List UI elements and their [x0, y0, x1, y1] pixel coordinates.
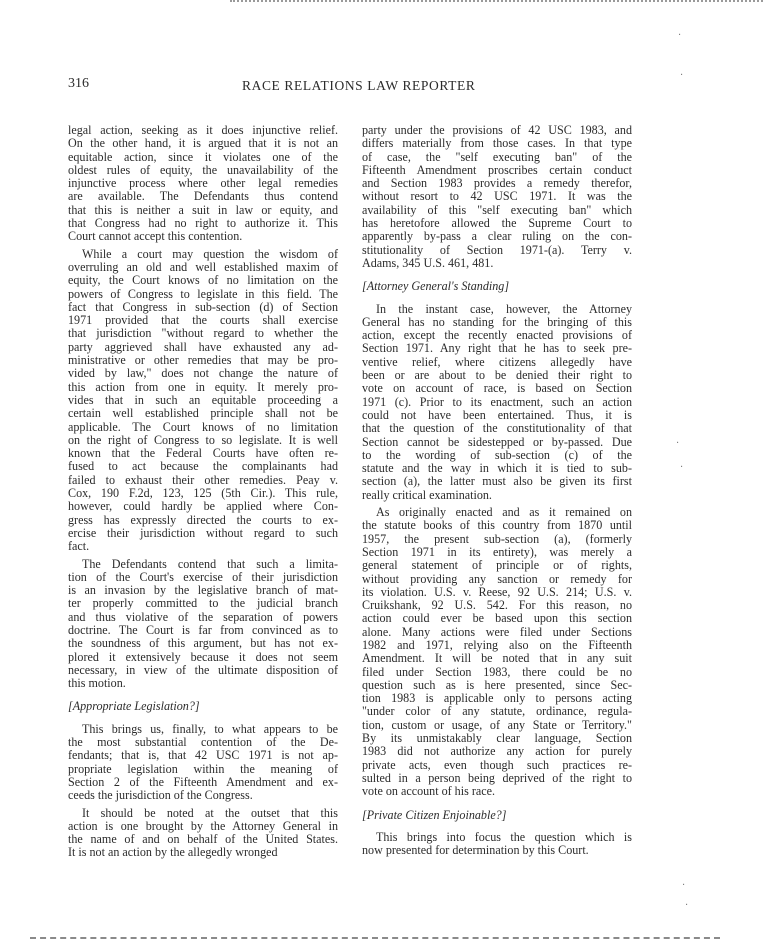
text-line: propriate legislation within the meaning of [68, 761, 338, 776]
text-line: without providing any sanction or remedy for [362, 571, 632, 586]
text-line: Court cannot accept this contention. [68, 229, 243, 244]
paragraph [68, 124, 338, 244]
text-line: to the wording of sub-section (c) of the [362, 447, 632, 462]
text-line: equity, the Court knows of no limitation on the [68, 273, 338, 288]
text-line: tion 1983 is applicable only to persons acting [362, 691, 632, 706]
text-line: that this is neither a suit in law or equity, and [68, 202, 338, 217]
text-line: vote on account of race, is based on Section [362, 381, 632, 396]
text-line: really critical examination. [362, 487, 492, 502]
text-line: vote on account of his race. [362, 784, 495, 799]
text-line: tion of the Court's exercise of their jurisdiction [68, 569, 338, 584]
text-line: vided by law," does not change the nature of [68, 366, 338, 381]
bottom-scan-border [30, 937, 720, 939]
text-line: are available. The Defendants thus contend [68, 189, 338, 204]
text-line: filed under Section 1983, there could be no [362, 664, 632, 679]
text-line: its violation. U.S. v. Reese, 92 U.S. 214; U.S. v. [362, 584, 632, 599]
text-line: plored it extensively because it does not seem [68, 649, 338, 664]
section-heading: [Attorney General's Standing] [362, 279, 510, 294]
text-line: gress has expressly directed the courts to ex- [68, 512, 338, 527]
text-line: this motion. [68, 676, 126, 691]
text-line: 1971 (c). Prior to its enactment, such an action [362, 394, 632, 409]
text-line: In the instant case, however, the Attorney [376, 301, 632, 316]
text-line: and thus violative of the separation of powers [68, 609, 338, 624]
scan-speck: · [682, 880, 686, 891]
text-line: question such as is here presented, since Sec- [362, 677, 632, 692]
text-line: fact. [68, 539, 90, 554]
text-line: party aggrieved shall have exhausted any ad- [68, 339, 338, 354]
text-line: fact that Congress in sub-section (d) of Section [68, 299, 338, 314]
text-line: statute and the way in which it is tied to sub- [362, 461, 632, 476]
text-line: availability of this "self executing ban" which [362, 202, 632, 217]
scan-speck: · [676, 438, 680, 449]
text-line: ceeds the jurisdiction of the Congress. [68, 788, 253, 803]
text-line: action could ever be based upon this section [362, 611, 632, 626]
text-line: section (a), the latter must also be given its first [362, 474, 632, 489]
text-line: As originally enacted and as it remained on [376, 505, 632, 520]
text-line: equitable action, since it violates one of the [68, 149, 338, 164]
text-line: could not have been entertained. Thus, it is [362, 407, 632, 422]
text-line: is an invasion by the legislative branch of mat- [68, 583, 338, 598]
running-head: RACE RELATIONS LAW REPORTER [242, 78, 476, 93]
text-line: alone. Many actions were filed under Sections [362, 624, 632, 639]
text-line: failed to exhaust their other remedies. Peay v. [68, 472, 338, 487]
text-line: party under the provisions of 42 USC 1983, and [362, 123, 632, 137]
text-line: fendants; that is, that 42 USC 1971 is not ap- [68, 748, 338, 763]
text-line: general statement of principle or of rights, [362, 558, 632, 573]
text-line: powers of Congress to legislate in this field. The [68, 286, 338, 301]
text-line: applicable. The Court knows of no limitation [68, 419, 338, 434]
right-column [362, 124, 632, 857]
left-column [68, 124, 338, 860]
text-line: "under color of any statute, ordinance, regula- [362, 704, 632, 719]
text-line: Fifteenth Amendment proscribes certain conduct [362, 162, 632, 177]
scan-speck: · [680, 70, 684, 81]
text-line: and Section 1983 provides a remedy therefor, [362, 176, 632, 191]
text-line: 1982 and 1971, relying also on the Fifteenth [362, 637, 632, 652]
text-line: ter properly committed to the judicial branch [68, 596, 338, 611]
text-line: the statute books of this country from 1870 until [362, 518, 632, 533]
text-line: vides that in such an equitable proceeding a [68, 392, 338, 407]
page-header [68, 76, 636, 96]
paragraph [68, 807, 338, 860]
text-line: necessary, in view of the ultimate disposition of [68, 662, 338, 677]
text-line: 1983 did not authorize any action for purely [362, 744, 632, 759]
section-heading: [Appropriate Legislation?] [68, 699, 200, 714]
text-line: By its unmistakably clear language, Section [362, 731, 632, 746]
text-line: without resort to 42 USC 1971. It was the [362, 189, 632, 204]
text-line: Adams, 345 U.S. 461, 481. [362, 255, 494, 270]
text-line: The Defendants contend that such a limita- [82, 556, 338, 571]
text-line: private acts, even though such practices re- [362, 757, 632, 772]
text-line: Cruikshank, 92 U.S. 542. For this reason, no [362, 598, 632, 613]
text-line: ministrative or other remedies that may be pro- [68, 353, 338, 368]
text-line: doctrine. The Court is far from convinced as to [68, 622, 338, 637]
text-line: General has no standing for the bringing of this [362, 314, 632, 329]
page-number: 316 [68, 76, 89, 91]
text-line: legal action, seeking as it does injunctive relief. [68, 123, 338, 137]
text-line: differs materially from those cases. In that type [362, 136, 632, 151]
text-line: ercise their jurisdiction without regard to such [68, 525, 338, 540]
text-line: injunctive process where other legal remedies [68, 176, 338, 191]
text-line: oldest rules of equity, the unavailability of the [68, 162, 338, 177]
text-line: known that the Federal Courts have often re- [68, 446, 338, 461]
paragraph [362, 303, 632, 502]
scan-speck: · [680, 462, 684, 473]
scan-speck: · [685, 900, 689, 911]
text-line: tion, custom or usage, of any State or Territory." [362, 717, 632, 732]
text-line: On the other hand, it is argued that it is not an [68, 136, 338, 151]
text-line: overruling an old and well established maxim of [68, 259, 338, 274]
text-line: It is not an action by the allegedly wronged [68, 845, 278, 860]
paragraph [362, 831, 632, 858]
paragraph [68, 558, 338, 691]
text-line: Amendment. It will be noted that in any suit [362, 651, 632, 666]
paragraph [68, 248, 338, 554]
text-line: now presented for determination by this Court. [362, 843, 589, 858]
text-line: Section 1971. Any right that he has to seek pre- [362, 341, 632, 356]
text-line: sulted in a person being deprived of the right to [362, 770, 632, 785]
text-line: this action from one in equity. It merely pro- [68, 379, 338, 394]
text-line: the name of and on behalf of the United States. [68, 832, 338, 847]
text-line: that Congress had no right to authorize it. This [68, 216, 338, 231]
text-line: 1971 provided that the courts shall exercise [68, 313, 338, 328]
text-line: however, could hardly be applied where Con- [68, 499, 338, 514]
paragraph [68, 723, 338, 803]
text-line: has heretofore allowed the Supreme Court to [362, 216, 632, 231]
text-line: Section 1971 in its entirety), was merely a [362, 544, 632, 559]
text-line: While a court may question the wisdom of [82, 246, 338, 261]
text-line: certain well established principle shall not be [68, 406, 338, 421]
text-line: fused to act because the complainants had [68, 459, 338, 474]
text-line: stitutionality of Section 1971-(a). Terry v. [362, 242, 632, 257]
top-dotted-border [230, 0, 763, 5]
text-line: It should be noted at the outset that this [82, 805, 338, 820]
text-line: that the question of the constitutionality of that [362, 421, 632, 436]
text-line: This brings into focus the question which is [376, 829, 632, 844]
text-line: of case, the "self executing ban" of the [362, 149, 632, 164]
paragraph [362, 506, 632, 799]
text-line: Section 2 of the Fifteenth Amendment and ex- [68, 774, 338, 789]
text-line: ventive relief, where citizens allegedly have [362, 354, 632, 369]
text-line: the most substantial contention of the De- [68, 735, 338, 750]
scan-speck: · [678, 30, 682, 41]
text-line: This brings us, finally, to what appears to be [82, 721, 338, 736]
text-line: the soundness of this argument, but has not ex- [68, 636, 338, 651]
text-line: 1957, the present sub-section (a), (formerly [362, 531, 632, 546]
text-line: action is one brought by the Attorney General in [68, 818, 338, 833]
text-line: Section cannot be sidestepped or by-passed. Due [362, 434, 632, 449]
text-line: action, except the recently enacted provisions of [362, 328, 632, 343]
paragraph [362, 124, 632, 270]
section-heading: [Private Citizen Enjoinable?] [362, 807, 507, 822]
text-line: on the right of Congress to so legislate. It is well [68, 432, 338, 447]
text-line: that jurisdiction "without regard to whether the [68, 326, 338, 341]
text-line: Cox, 190 F.2d, 123, 125 (5th Cir.). This rule, [68, 486, 338, 501]
text-line: been or are about to be denied their right to [362, 368, 632, 383]
text-line: apparently by-pass a clear ruling on the con- [362, 229, 632, 244]
